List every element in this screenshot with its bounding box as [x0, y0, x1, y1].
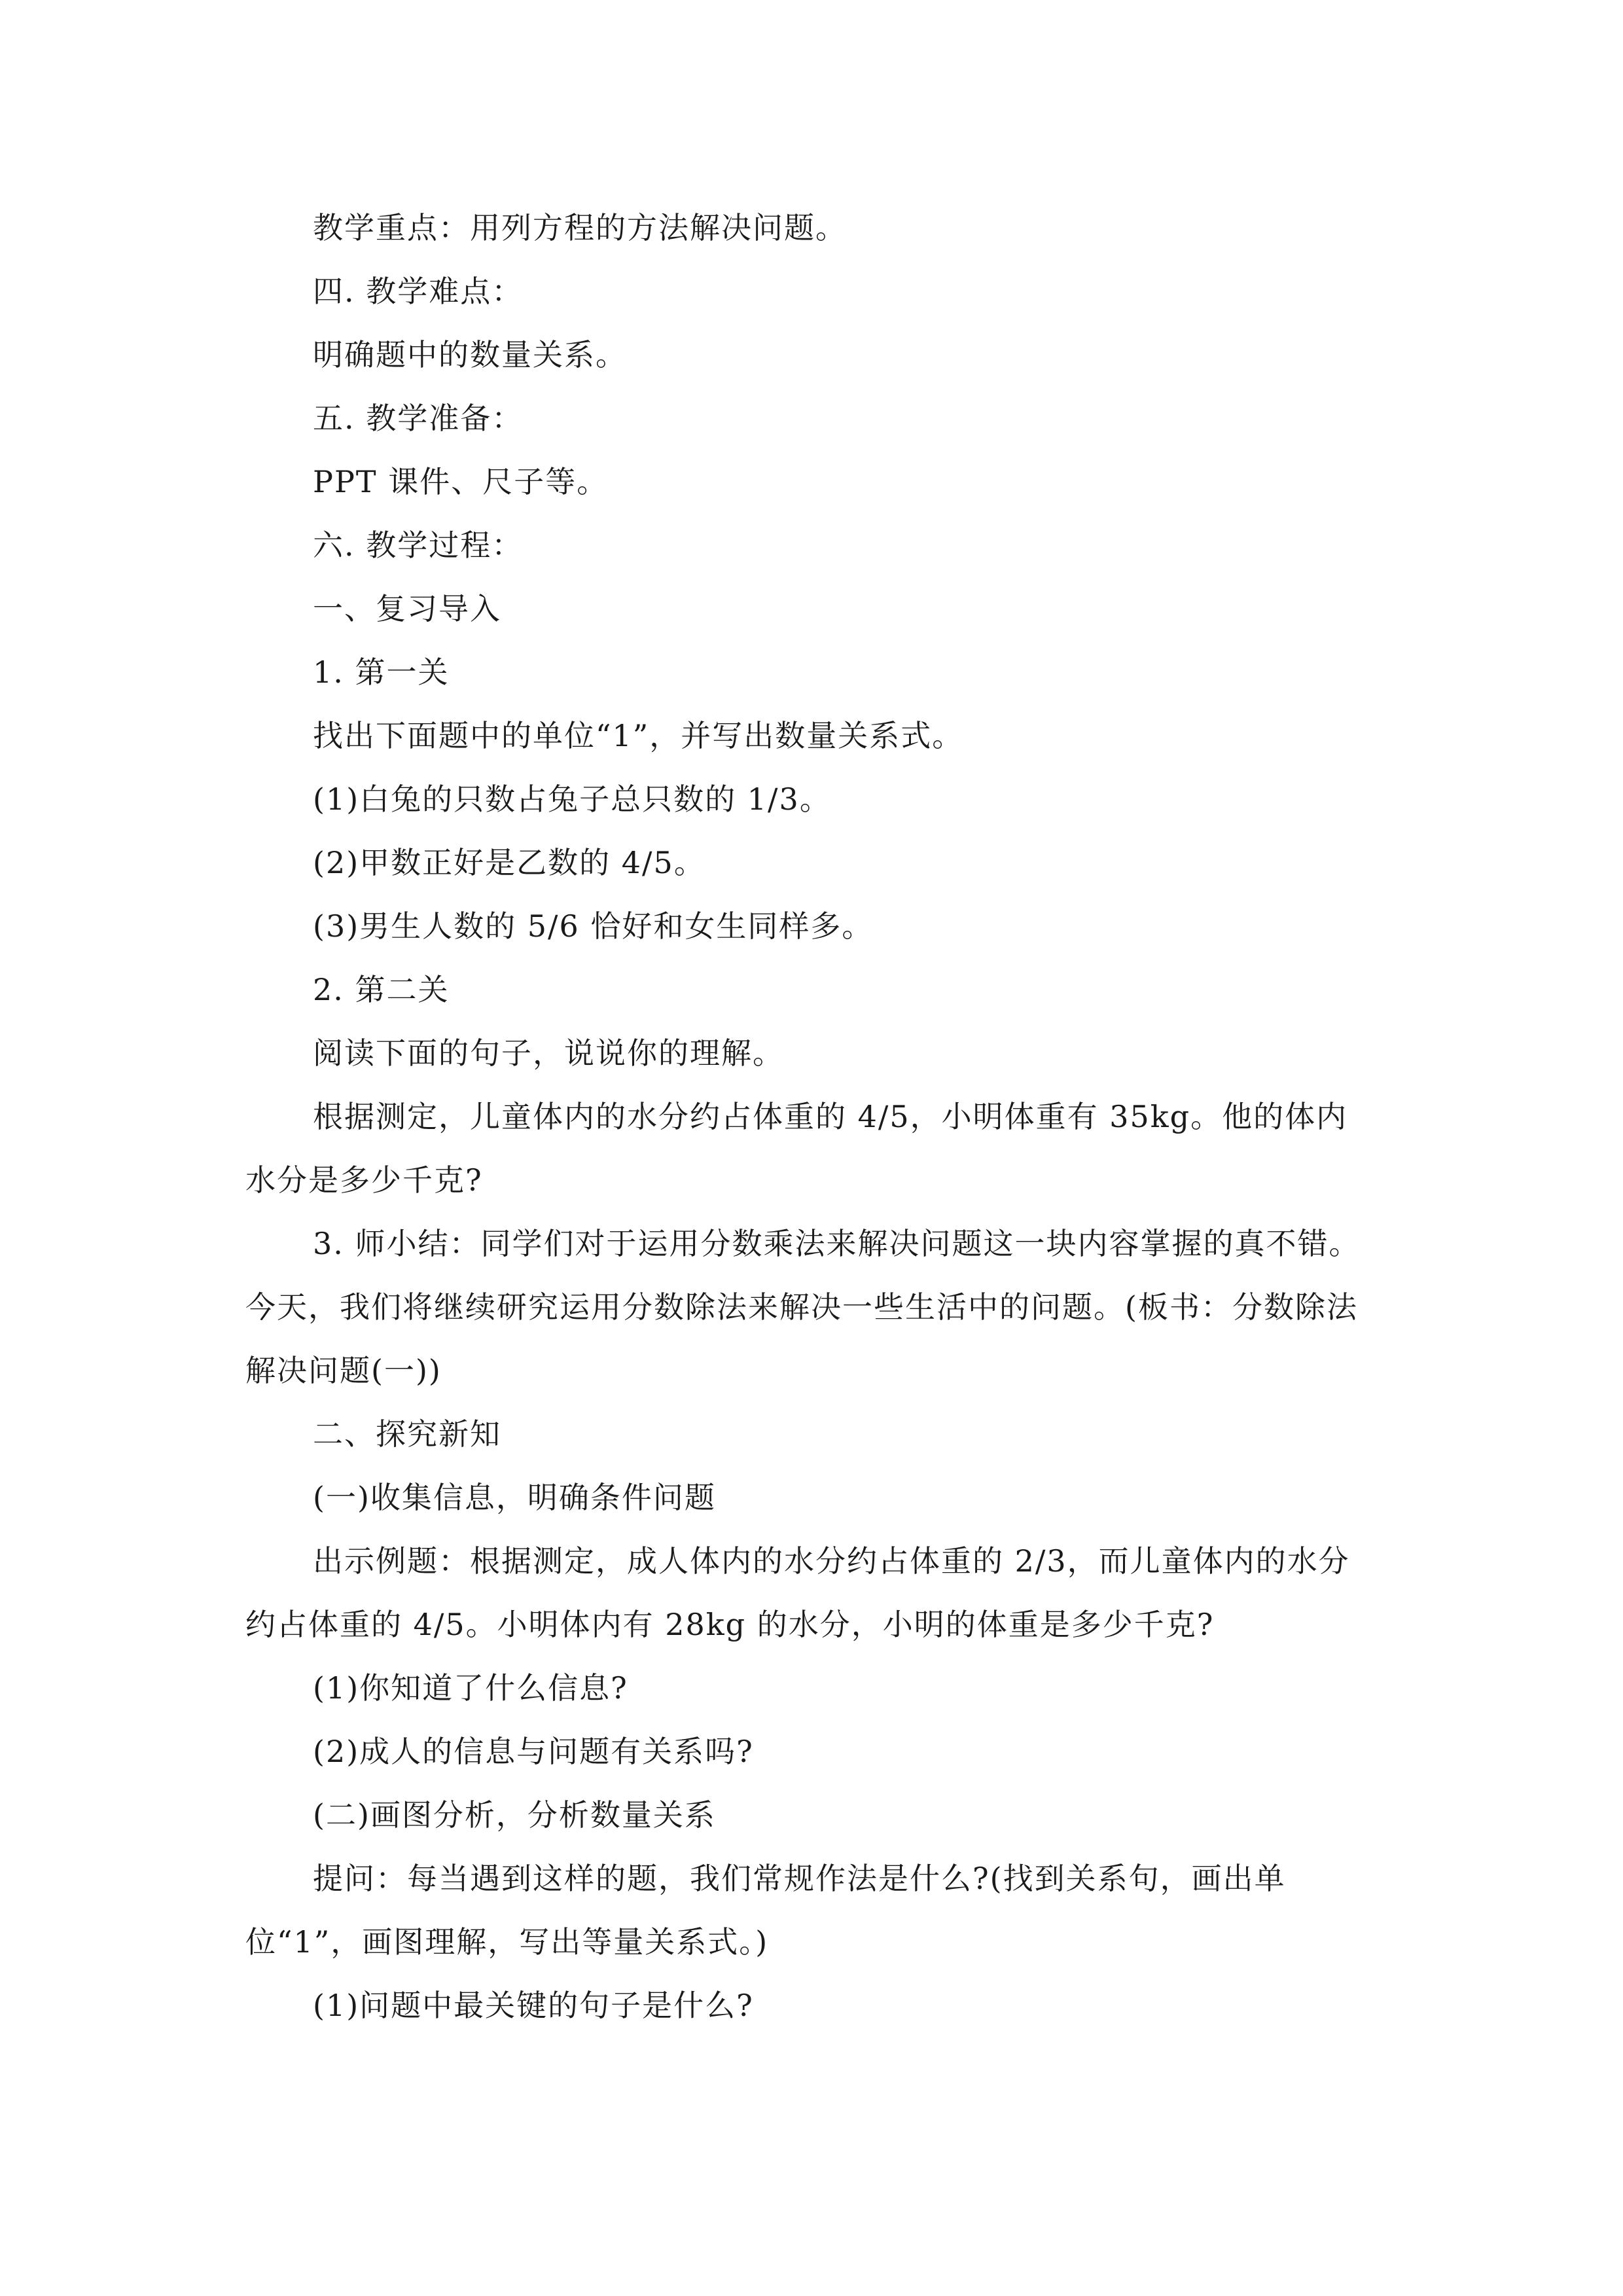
paragraph-difficulty-content: 明确题中的数量关系。	[313, 337, 627, 372]
paragraph-teaching-focus: 教学重点：用列方程的方法解决问题。	[313, 210, 847, 245]
paragraph-level-two-task: 阅读下面的句子，说说你的理解。	[313, 1035, 784, 1071]
paragraph-teacher-summary: 3. 师小结：同学们对于运用分数乘法来解决问题这一块内容掌握的真不错。今天，我们将继续研究运用分数除法来解决一些生活中的问题。(板书：分数除法解决问题(一))	[245, 1226, 1361, 1388]
paragraph-level-one-task: 找出下面题中的单位“1”，并写出数量关系式。	[313, 718, 964, 753]
list-item-numbers: (2)甲数正好是乙数的 4/5。	[313, 845, 705, 880]
paragraph-example-problem: 出示例题：根据测定，成人体内的水分约占体重的 2/3，而儿童体内的水分约占体重的 4/5。小明体内有 28kg 的水分，小明的体重是多少千克?	[245, 1543, 1350, 1642]
list-item-adult-info: (2)成人的信息与问题有关系吗?	[313, 1734, 754, 1769]
heading-teaching-process: 六. 教学过程：	[313, 528, 524, 563]
list-item-students: (3)男生人数的 5/6 恰好和女生同样多。	[313, 908, 874, 944]
heading-draw-analyze: (二)画图分析，分析数量关系	[313, 1797, 716, 1833]
document-body	[245, 196, 1378, 2037]
paragraph-children-water: 根据测定，儿童体内的水分约占体重的 4/5，小明体重有 35kg。他的体内水分是多少千克?	[245, 1099, 1348, 1198]
list-item-what-info: (1)你知道了什么信息?	[313, 1670, 628, 1706]
heading-collect-info: (一)收集信息，明确条件问题	[313, 1480, 716, 1515]
paragraph-question-method: 提问：每当遇到这样的题，我们常规作法是什么?(找到关系句，画出单位“1”，画图理解，写出等量关系式。)	[245, 1861, 1286, 1960]
heading-level-one: 1. 第一关	[313, 655, 450, 690]
heading-teaching-preparation: 五. 教学准备：	[313, 401, 524, 436]
list-item-key-sentence: (1)问题中最关键的句子是什么?	[313, 1988, 754, 2023]
heading-level-two: 2. 第二关	[313, 972, 450, 1007]
heading-explore-new: 二、探究新知	[313, 1416, 501, 1452]
heading-review-intro: 一、复习导入	[313, 591, 501, 626]
list-item-rabbits: (1)白兔的只数占兔子总只数的 1/3。	[313, 781, 831, 817]
heading-teaching-difficulty: 四. 教学难点：	[313, 274, 524, 309]
paragraph-preparation-content: PPT 课件、尺子等。	[313, 464, 609, 499]
